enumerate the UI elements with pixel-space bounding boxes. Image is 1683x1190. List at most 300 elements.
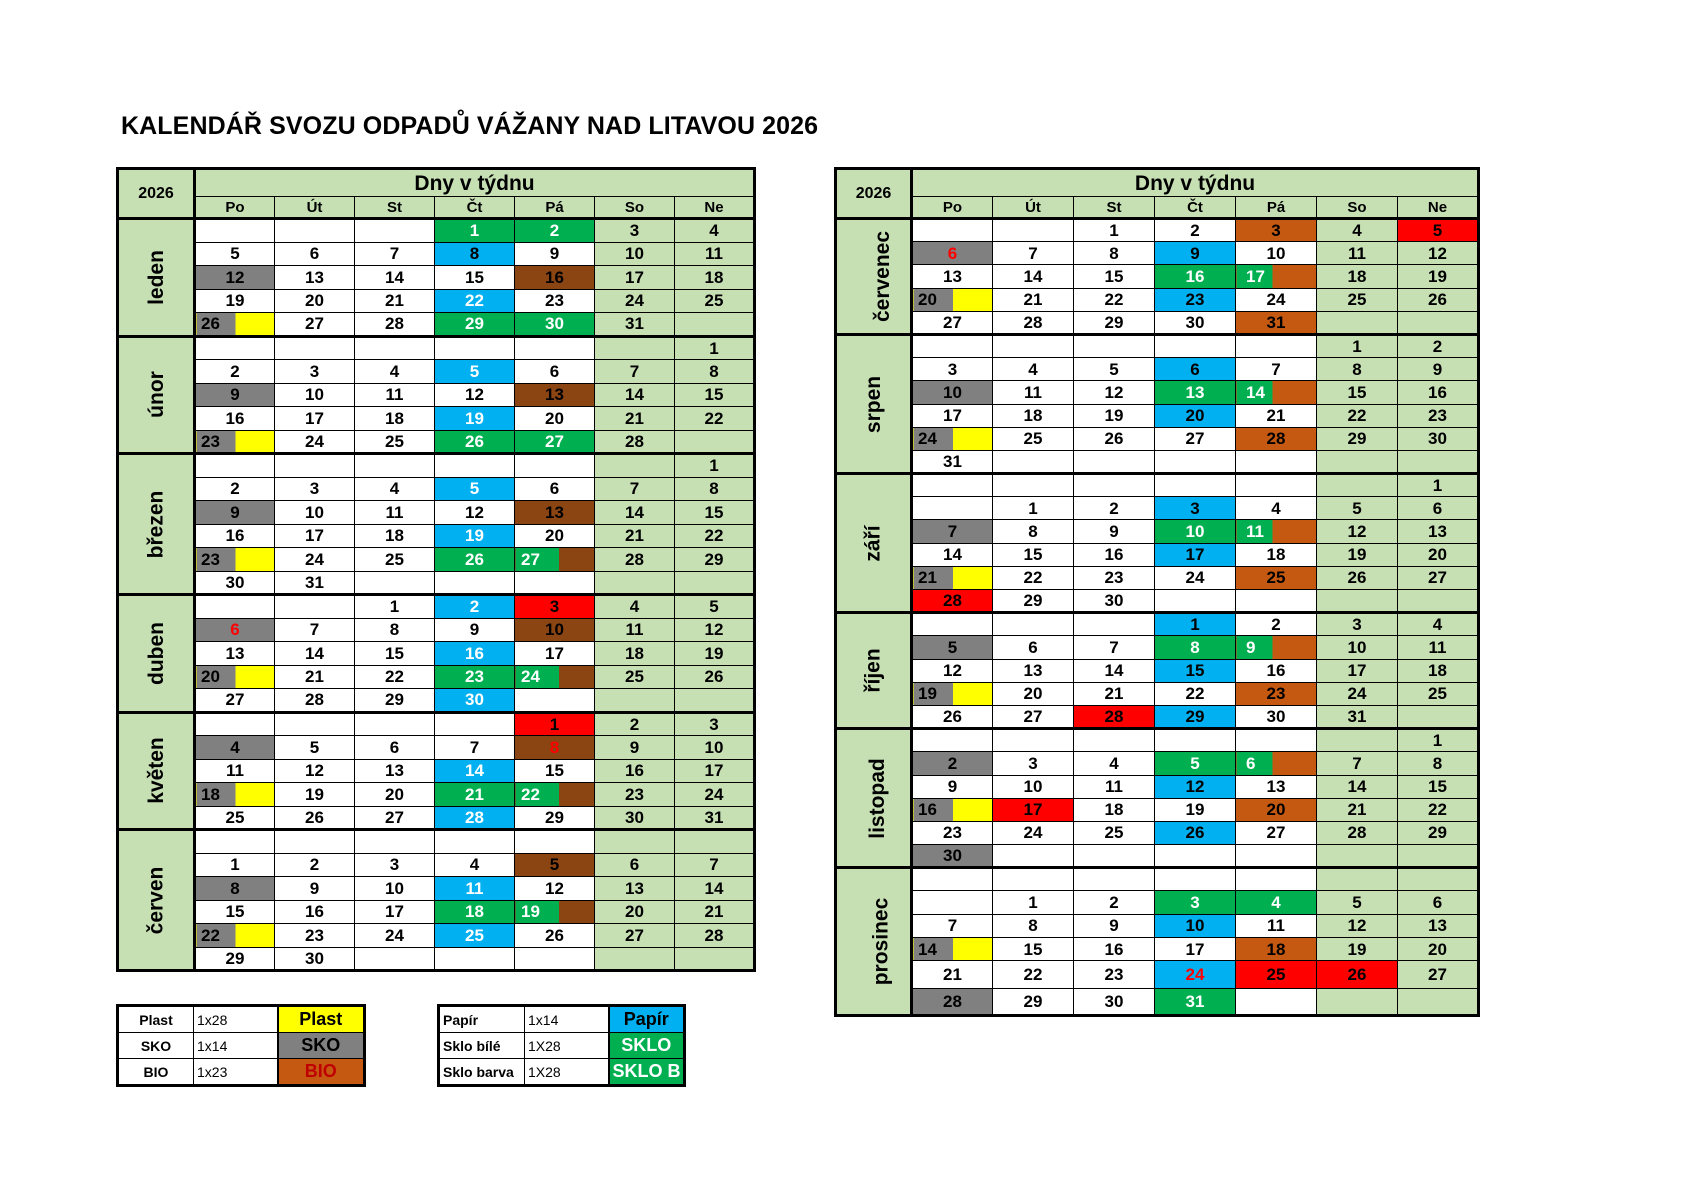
day-cell: 8 [1074, 242, 1155, 265]
day-cell: 24 [595, 289, 675, 313]
day-cell: 28 [993, 311, 1074, 334]
day-cell [195, 595, 275, 619]
day-cell: 19 [1155, 798, 1236, 821]
day-cell [912, 334, 993, 357]
day-cell: 4 [1398, 613, 1479, 636]
week-row [118, 689, 755, 713]
day-cell: 11 [595, 618, 675, 642]
day-cell: 25 [355, 548, 435, 572]
month-label [836, 729, 912, 868]
legend-frequency: 1x23 [194, 1059, 278, 1086]
day-cell: 26 [435, 548, 515, 572]
week-row [836, 450, 1479, 473]
day-cell: 4 [1317, 219, 1398, 242]
day-cell: 24 [515, 665, 595, 689]
day-cell [1317, 868, 1398, 891]
day-cell: 29 [195, 947, 275, 971]
day-cell: 11 [1236, 520, 1317, 543]
day-cell [515, 830, 595, 854]
week-row [836, 682, 1479, 705]
day-cell: 22 [355, 665, 435, 689]
day-cell: 5 [1317, 497, 1398, 520]
day-cell: 15 [1155, 659, 1236, 682]
day-cell [355, 336, 435, 360]
day-cell: 30 [595, 806, 675, 830]
day-cell: 8 [355, 618, 435, 642]
day-cell [1236, 989, 1317, 1016]
day-cell [675, 430, 755, 454]
day-cell [435, 830, 515, 854]
legend-color-swatch: BIO [278, 1059, 365, 1086]
day-cell: 12 [1317, 914, 1398, 937]
day-cell [195, 336, 275, 360]
day-name-0: Po [912, 197, 993, 219]
day-cell: 29 [355, 689, 435, 713]
day-cell: 7 [912, 520, 993, 543]
day-cell: 4 [435, 853, 515, 877]
day-name-4: Pá [515, 197, 595, 219]
legend-frequency: 1x14 [194, 1033, 278, 1059]
day-cell: 5 [1074, 358, 1155, 381]
day-cell: 17 [912, 404, 993, 427]
day-cell [1317, 729, 1398, 752]
day-cell [195, 454, 275, 478]
day-name-6: Ne [675, 197, 755, 219]
day-cell: 17 [595, 266, 675, 290]
day-cell: 5 [675, 595, 755, 619]
day-name-4: Pá [1236, 197, 1317, 219]
month-name: duben [144, 621, 168, 685]
day-cell: 9 [595, 736, 675, 760]
day-cell: 21 [912, 566, 993, 589]
week-row [118, 830, 755, 854]
day-cell: 8 [675, 360, 755, 384]
week-row [836, 311, 1479, 334]
day-cell: 7 [595, 477, 675, 501]
day-cell: 5 [1317, 891, 1398, 914]
day-cell: 19 [195, 289, 275, 313]
day-cell [1074, 729, 1155, 752]
day-cell: 14 [1236, 381, 1317, 404]
day-cell: 13 [1155, 381, 1236, 404]
day-cell: 28 [595, 430, 675, 454]
day-cell: 17 [993, 798, 1074, 821]
day-cell: 2 [1155, 219, 1236, 242]
day-cell: 27 [1398, 566, 1479, 589]
week-row [836, 937, 1479, 961]
day-cell: 8 [993, 914, 1074, 937]
week-row [118, 219, 755, 243]
day-cell [1155, 450, 1236, 473]
day-cell [355, 219, 435, 243]
day-cell: 16 [595, 759, 675, 783]
day-cell: 8 [675, 477, 755, 501]
day-cell: 16 [195, 407, 275, 431]
day-cell: 23 [1155, 288, 1236, 311]
day-cell: 28 [435, 806, 515, 830]
week-row [118, 360, 755, 384]
day-cell: 7 [1236, 358, 1317, 381]
day-cell: 21 [1317, 798, 1398, 821]
day-cell: 4 [355, 477, 435, 501]
day-cell [912, 613, 993, 636]
day-cell: 18 [1317, 265, 1398, 288]
day-cell: 21 [595, 524, 675, 548]
day-cell: 4 [1236, 497, 1317, 520]
day-cell: 9 [515, 242, 595, 266]
month-label [118, 219, 195, 337]
day-cell: 2 [275, 853, 355, 877]
day-cell: 30 [912, 845, 993, 868]
legend-name: Papír [439, 1006, 525, 1033]
legend-frequency: 1x28 [194, 1006, 278, 1033]
day-cell [675, 689, 755, 713]
day-name-1: Út [275, 197, 355, 219]
day-cell: 13 [195, 642, 275, 666]
week-row [836, 427, 1479, 450]
day-cell: 12 [1317, 520, 1398, 543]
day-cell: 20 [515, 407, 595, 431]
week-row [118, 407, 755, 431]
day-cell [1074, 613, 1155, 636]
day-cell: 22 [675, 407, 755, 431]
day-cell: 31 [595, 313, 675, 337]
day-cell: 14 [435, 759, 515, 783]
day-cell: 19 [1317, 937, 1398, 961]
day-cell: 29 [1398, 821, 1479, 844]
day-cell: 1 [675, 336, 755, 360]
day-cell: 30 [1074, 590, 1155, 613]
day-cell: 3 [1155, 497, 1236, 520]
day-cell: 7 [912, 914, 993, 937]
day-cell [912, 729, 993, 752]
day-cell [435, 712, 515, 736]
day-cell: 17 [1236, 265, 1317, 288]
month-name: srpen [862, 375, 885, 433]
day-cell: 28 [912, 590, 993, 613]
day-cell: 22 [993, 961, 1074, 989]
day-cell: 23 [275, 924, 355, 948]
day-cell: 25 [435, 924, 515, 948]
legend-color-swatch: SKO [278, 1033, 365, 1059]
day-cell: 30 [195, 571, 275, 595]
day-cell: 5 [195, 242, 275, 266]
day-cell: 13 [993, 659, 1074, 682]
day-cell: 15 [675, 501, 755, 525]
week-row [836, 404, 1479, 427]
week-row [118, 313, 755, 337]
day-cell: 6 [275, 242, 355, 266]
day-cell: 7 [675, 853, 755, 877]
day-cell: 9 [195, 501, 275, 525]
day-cell: 18 [355, 524, 435, 548]
day-cell: 8 [993, 520, 1074, 543]
week-row [836, 868, 1479, 891]
day-cell: 22 [1317, 404, 1398, 427]
day-cell: 23 [912, 821, 993, 844]
day-cell [355, 830, 435, 854]
day-cell [435, 336, 515, 360]
calendar-jul-dec [834, 167, 1480, 1017]
day-cell [595, 689, 675, 713]
day-cell: 14 [595, 501, 675, 525]
day-cell: 17 [275, 407, 355, 431]
day-cell: 21 [912, 961, 993, 989]
day-cell: 11 [993, 381, 1074, 404]
legend-row [439, 1006, 685, 1033]
day-cell: 2 [515, 219, 595, 243]
legend-waste-types-left [116, 1004, 366, 1087]
day-cell: 16 [195, 524, 275, 548]
day-cell [993, 868, 1074, 891]
week-row [118, 665, 755, 689]
day-cell: 5 [515, 853, 595, 877]
day-cell: 27 [1236, 821, 1317, 844]
month-name: září [862, 525, 885, 562]
legend-row [439, 1033, 685, 1059]
day-cell: 31 [275, 571, 355, 595]
day-cell: 20 [1398, 937, 1479, 961]
week-row [118, 924, 755, 948]
day-cell: 12 [1398, 242, 1479, 265]
day-cell: 19 [275, 783, 355, 807]
week-row [118, 266, 755, 290]
day-cell: 13 [515, 501, 595, 525]
day-cell: 14 [355, 266, 435, 290]
day-cell: 13 [355, 759, 435, 783]
day-cell: 7 [275, 618, 355, 642]
day-cell: 12 [515, 877, 595, 901]
day-cell: 24 [993, 821, 1074, 844]
day-cell: 11 [1236, 914, 1317, 937]
day-cell: 3 [993, 752, 1074, 775]
day-cell: 25 [1236, 566, 1317, 589]
week-row [836, 989, 1479, 1016]
day-cell: 24 [275, 430, 355, 454]
day-cell: 9 [1398, 358, 1479, 381]
day-cell: 18 [435, 900, 515, 924]
day-cell: 6 [1398, 497, 1479, 520]
day-cell [595, 571, 675, 595]
day-cell: 2 [1074, 497, 1155, 520]
day-cell [1398, 845, 1479, 868]
day-cell: 11 [355, 383, 435, 407]
day-cell [275, 595, 355, 619]
week-row [118, 783, 755, 807]
day-cell [275, 712, 355, 736]
week-row [836, 961, 1479, 989]
day-cell: 27 [1398, 961, 1479, 989]
legend-frequency: 1X28 [525, 1059, 609, 1086]
day-cell: 18 [595, 642, 675, 666]
day-cell: 24 [1317, 682, 1398, 705]
day-cell [1155, 868, 1236, 891]
day-cell [195, 712, 275, 736]
week-row [836, 288, 1479, 311]
day-cell: 7 [1317, 752, 1398, 775]
week-row [118, 477, 755, 501]
day-cell: 24 [275, 548, 355, 572]
day-cell: 27 [993, 705, 1074, 728]
day-cell: 27 [515, 548, 595, 572]
day-cell [1074, 450, 1155, 473]
day-cell: 31 [1317, 705, 1398, 728]
day-cell [675, 830, 755, 854]
day-cell: 30 [1398, 427, 1479, 450]
day-cell: 16 [1398, 381, 1479, 404]
day-cell [595, 830, 675, 854]
day-cell [993, 334, 1074, 357]
day-cell [355, 454, 435, 478]
day-cell [1398, 590, 1479, 613]
day-cell: 16 [435, 642, 515, 666]
day-cell: 10 [993, 775, 1074, 798]
day-cell [515, 689, 595, 713]
day-cell: 16 [1155, 265, 1236, 288]
week-row [118, 430, 755, 454]
day-cell: 20 [1398, 543, 1479, 566]
day-cell: 19 [1074, 404, 1155, 427]
week-row [118, 454, 755, 478]
week-row [118, 900, 755, 924]
day-cell: 27 [1155, 427, 1236, 450]
week-row [836, 845, 1479, 868]
week-row [118, 336, 755, 360]
day-cell: 11 [675, 242, 755, 266]
legend-row [118, 1033, 365, 1059]
day-cell: 22 [515, 783, 595, 807]
day-cell [1317, 989, 1398, 1016]
day-cell: 28 [1236, 427, 1317, 450]
week-row [118, 806, 755, 830]
day-cell [1074, 474, 1155, 497]
day-cell [275, 336, 355, 360]
day-cell: 8 [1398, 752, 1479, 775]
day-cell [275, 219, 355, 243]
day-cell: 1 [675, 454, 755, 478]
legend-row [118, 1059, 365, 1086]
day-cell: 14 [675, 877, 755, 901]
day-cell: 27 [195, 689, 275, 713]
day-cell [1074, 845, 1155, 868]
day-cell: 21 [275, 665, 355, 689]
week-row [836, 334, 1479, 357]
day-cell: 1 [435, 219, 515, 243]
day-cell: 3 [595, 219, 675, 243]
month-name: říjen [861, 648, 885, 693]
day-cell: 10 [1155, 520, 1236, 543]
day-name-1: Út [993, 197, 1074, 219]
day-cell: 10 [1155, 914, 1236, 937]
day-cell: 25 [195, 806, 275, 830]
day-cell: 13 [912, 265, 993, 288]
day-cell: 5 [435, 477, 515, 501]
day-cell: 3 [1155, 891, 1236, 914]
day-cell: 26 [1317, 566, 1398, 589]
month-name: červen [144, 866, 168, 934]
day-cell: 7 [435, 736, 515, 760]
day-cell [1236, 474, 1317, 497]
day-cell: 2 [595, 712, 675, 736]
day-cell: 7 [355, 242, 435, 266]
day-cell: 8 [1155, 636, 1236, 659]
day-cell: 2 [1074, 891, 1155, 914]
day-cell: 22 [195, 924, 275, 948]
day-cell [1398, 311, 1479, 334]
weekdays-header: Dny v týdnu [195, 169, 755, 197]
week-row [118, 548, 755, 572]
day-cell [993, 845, 1074, 868]
day-cell: 12 [435, 383, 515, 407]
day-cell: 11 [435, 877, 515, 901]
day-cell [675, 947, 755, 971]
day-cell: 28 [912, 989, 993, 1016]
day-cell [1155, 845, 1236, 868]
day-cell: 16 [515, 266, 595, 290]
day-cell: 16 [1074, 543, 1155, 566]
day-cell: 12 [275, 759, 355, 783]
day-cell: 23 [515, 289, 595, 313]
day-cell: 20 [515, 524, 595, 548]
day-cell: 5 [912, 636, 993, 659]
day-cell: 26 [912, 705, 993, 728]
legend-name: Plast [118, 1006, 194, 1033]
day-cell: 2 [1398, 334, 1479, 357]
day-cell: 5 [435, 360, 515, 384]
day-cell: 15 [675, 383, 755, 407]
day-cell: 31 [1155, 989, 1236, 1016]
day-cell: 25 [1236, 961, 1317, 989]
day-cell: 30 [435, 689, 515, 713]
day-cell: 7 [1074, 636, 1155, 659]
day-cell: 29 [675, 548, 755, 572]
day-cell: 22 [1074, 288, 1155, 311]
day-cell [993, 474, 1074, 497]
day-cell: 1 [993, 891, 1074, 914]
day-name-2: St [1074, 197, 1155, 219]
day-cell: 9 [275, 877, 355, 901]
day-cell: 13 [1398, 914, 1479, 937]
day-name-5: So [1317, 197, 1398, 219]
day-cell: 6 [1155, 358, 1236, 381]
week-row [118, 383, 755, 407]
week-row [836, 659, 1479, 682]
day-cell: 21 [993, 288, 1074, 311]
day-cell: 30 [1155, 311, 1236, 334]
day-cell [1236, 845, 1317, 868]
week-row [836, 543, 1479, 566]
day-cell: 22 [435, 289, 515, 313]
day-cell: 4 [675, 219, 755, 243]
day-name-6: Ne [1398, 197, 1479, 219]
day-cell [1155, 474, 1236, 497]
day-cell: 28 [275, 689, 355, 713]
day-cell: 21 [355, 289, 435, 313]
day-cell: 19 [435, 407, 515, 431]
day-cell [275, 454, 355, 478]
day-cell: 15 [1074, 265, 1155, 288]
day-cell: 25 [675, 289, 755, 313]
day-cell: 7 [993, 242, 1074, 265]
day-cell: 11 [1317, 242, 1398, 265]
day-cell: 5 [1398, 219, 1479, 242]
day-cell: 8 [435, 242, 515, 266]
day-cell: 23 [195, 430, 275, 454]
day-cell: 26 [1155, 821, 1236, 844]
day-cell: 15 [435, 266, 515, 290]
day-cell: 17 [515, 642, 595, 666]
week-row [118, 501, 755, 525]
